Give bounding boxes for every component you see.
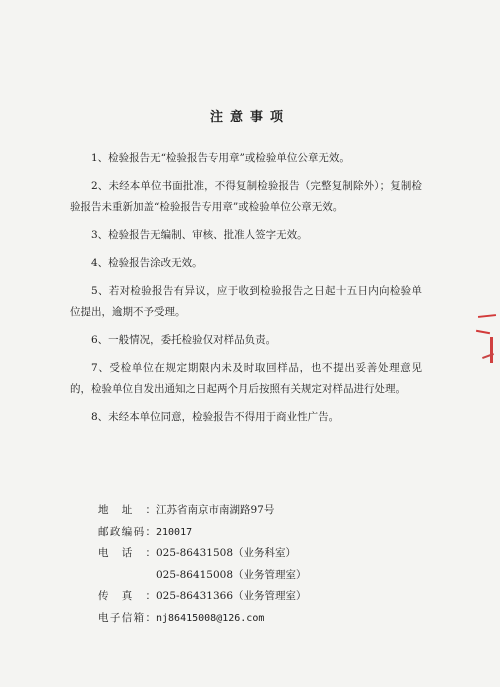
- note-item: 6、一般情况，委托检验仅对样品负责。: [91, 334, 277, 346]
- note-item: 5、若对检验报告有异议，应于收到检验报告之日起十五日内向检验单位提出，逾期不予受理。: [70, 285, 422, 318]
- notes-list: [70, 148, 422, 435]
- page-title: 注意事项: [209, 110, 290, 125]
- stamp-mark: [490, 337, 493, 363]
- address-value: 江苏省南京市南湖路97号: [156, 504, 275, 516]
- phone-value-1: 025-86431508（业务科室）: [156, 547, 297, 559]
- postcode-label: 邮政编码：: [98, 525, 156, 538]
- phone-value-2: 025-86415008（业务管理室）: [156, 568, 307, 581]
- contact-row-phone-2: [98, 565, 418, 587]
- note-item: 1、检验报告无“检验报告专用章”或检验单位公章无效。: [91, 152, 350, 164]
- contact-row-fax: [98, 586, 418, 608]
- note-item: 3、检验报告无编制、审核、批准人签字无效。: [91, 229, 308, 241]
- note-item: 7、受检单位在规定期限内未及时取回样品，也不提出妥善处理意见的，检验单位自发出通知之日起两个月后按照有关规定对样品进行处理。: [70, 362, 422, 395]
- contact-row-postcode: [98, 522, 418, 544]
- email-label: 电子信箱：: [98, 611, 156, 624]
- postcode-value: 210017: [156, 526, 193, 538]
- stamp-mark: [476, 330, 490, 334]
- note-item: 4、检验报告涂改无效。: [91, 257, 203, 269]
- email-value: nj86415008@126.com: [156, 612, 265, 624]
- phone-label: 电话：: [98, 547, 156, 559]
- contact-row-phone: [98, 543, 418, 565]
- address-label: 地址：: [98, 504, 156, 516]
- contact-row-email: [98, 608, 418, 630]
- fax-value: 025-86431366（业务管理室）: [156, 590, 307, 602]
- contact-block: [98, 500, 418, 629]
- seam-stamp-marks: [472, 315, 500, 375]
- contact-row-address: [98, 500, 418, 522]
- note-item: 2、未经本单位书面批准，不得复制检验报告（完整复制除外）；复制检验报告未重新加盖“检验报告专用章”或检验单位公章无效。: [70, 180, 422, 213]
- note-item: 8、未经本单位同意，检验报告不得用于商业性广告。: [91, 411, 340, 423]
- stamp-mark: [478, 314, 496, 318]
- fax-label: 传真：: [98, 590, 156, 602]
